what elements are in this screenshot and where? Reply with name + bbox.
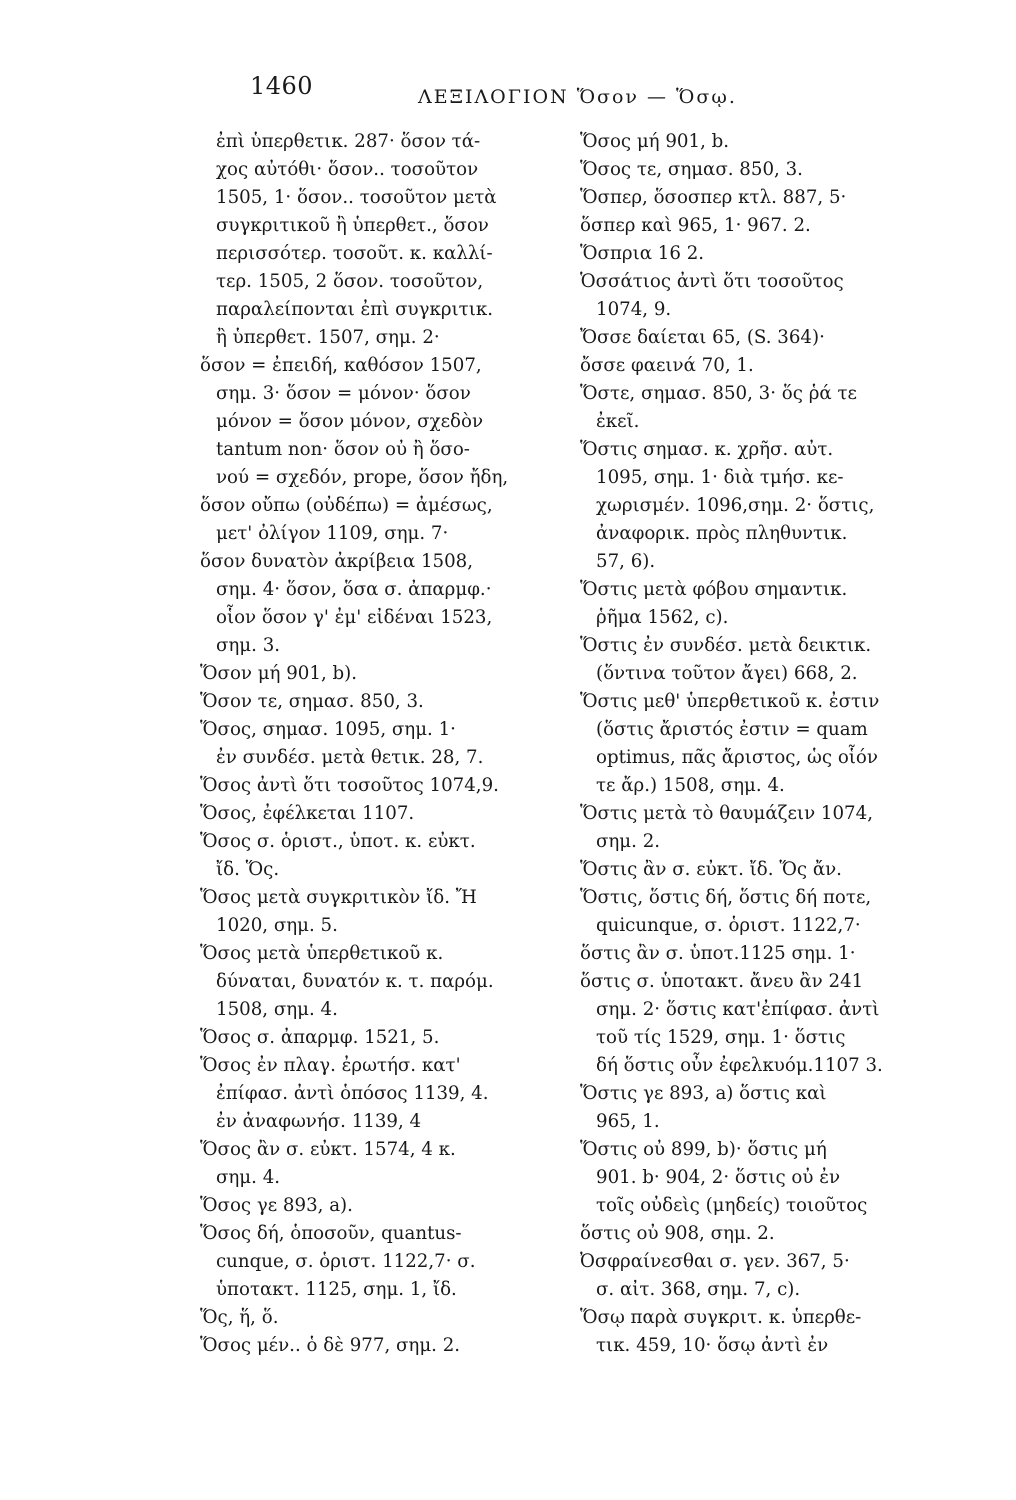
running-head: ΛΕΞΙΛΟΓΙΟΝ Ὅσον — Ὅσῳ. [418, 86, 737, 108]
entry-line: optimus, πᾶς ἄριστος, ὡς οἷόν [596, 747, 878, 768]
entry-line: χος αὐτόθι· ὅσον.. τοσοῦτον [216, 159, 479, 180]
entry-line: παραλείπονται ἐπὶ συγκριτικ. [216, 299, 494, 320]
entry-line: δή ὅστις οὖν ἐφελκυόμ.1107 3. [596, 1055, 883, 1076]
entry-line: Ὅσον μή 901, b). [200, 663, 358, 684]
entry-line: μετ' ὀλίγον 1109, σημ. 7· [216, 523, 449, 544]
entry-line: ῥῆμα 1562, c). [596, 607, 729, 628]
entry-line: σημ. 4. [216, 1167, 281, 1188]
entry-line: σημ. 3. [216, 635, 281, 656]
entry-line: Ὅσος μετὰ συγκριτικὸν ἴδ. Ἤ [200, 887, 477, 908]
entry-line: Ὅστις ἐν συνδέσ. μετὰ δεικτικ. [580, 635, 872, 656]
entry-line: 57, 6). [596, 551, 656, 572]
entry-line: τοῦ τίς 1529, σημ. 1· ὅστις [596, 1027, 846, 1048]
entry-line: ἐκεῖ. [596, 411, 640, 432]
entry-line: ὅστις σ. ὑποτακτ. ἄνευ ἂν 241 [580, 971, 864, 992]
entry-line: 1508, σημ. 4. [216, 999, 338, 1020]
entry-line: 965, 1. [596, 1111, 660, 1132]
entry-line: tantum non· ὅσον οὐ ἢ ὅσο- [216, 439, 470, 460]
entry-line: Ὅσος ἐν πλαγ. ἐρωτήσ. κατ' [200, 1055, 461, 1076]
entry-line: τικ. 459, 10· ὅσῳ ἀντὶ ἐν [596, 1335, 829, 1356]
entry-line: δύναται, δυνατόν κ. τ. παρόμ. [216, 971, 494, 992]
entry-line: Ὅστις ἂν σ. εὐκτ. ἴδ. Ὅς ἄν. [580, 859, 842, 880]
entry-line: Ὅσος μετὰ ὑπερθετικοῦ κ. [200, 943, 444, 964]
entry-line: Ὀσφραίνεσθαι σ. γεν. 367, 5· [580, 1251, 850, 1272]
entry-line: Ὅσος, ἐφέλκεται 1107. [200, 803, 415, 824]
entry-line: συγκριτικοῦ ἢ ὑπερθετ., ὅσον [216, 215, 489, 236]
entry-line: 1505, 1· ὅσον.. τοσοῦτον μετὰ [216, 187, 497, 208]
entry-line: Ὅσῳ παρὰ συγκριτ. κ. ὑπερθε- [580, 1307, 862, 1328]
entry-line: Ὄσσε δαίεται 65, (S. 364)· [580, 327, 825, 348]
entry-line: Ὅστις οὐ 899, b)· ὅστις μή [580, 1139, 827, 1160]
entry-line: οἷον ὅσον γ' ἐμ' εἰδέναι 1523, [216, 607, 493, 628]
entry-line: 1074, 9. [596, 299, 672, 320]
entry-line: χωρισμέν. 1096,σημ. 2· ὅστις, [596, 495, 875, 516]
entry-line: σ. αἰτ. 368, σημ. 7, c). [596, 1279, 801, 1300]
entry-line: ὅσον = ἐπειδή, καθόσον 1507, [200, 355, 482, 376]
left-column [200, 128, 570, 1360]
entry-line: σημ. 3· ὅσον = μόνον· ὅσον [216, 383, 471, 404]
entry-line: ἀναφορικ. πρὸς πληθυντικ. [596, 523, 848, 544]
entry-line: μόνον = ὅσον μόνον, σχεδὸν [216, 411, 483, 432]
entry-line: ἐν ἀναφωνήσ. 1139, 4 [216, 1111, 422, 1132]
entry-line: 901. b· 904, 2· ὅστις οὐ ἐν [596, 1167, 841, 1188]
entry-line: νού = σχεδόν, prope, ὅσον ἤδη, [216, 467, 509, 488]
entry-line: Ὅστις μεθ' ὑπερθετικοῦ κ. ἐστιν [580, 691, 880, 712]
entry-line: Ὅσος σ. ἀπαρμφ. 1521, 5. [200, 1027, 440, 1048]
entry-line: cunque, σ. ὁριστ. 1122,7· σ. [216, 1251, 476, 1272]
entry-line: Ὅστις μετὰ τὸ θαυμάζειν 1074, [580, 803, 873, 824]
entry-line: Ὅσον τε, σημασ. 850, 3. [200, 691, 424, 712]
entry-line: Ὅσος τε, σημασ. 850, 3. [580, 159, 803, 180]
entry-line: Ὅσος μέν.. ὁ δὲ 977, σημ. 2. [200, 1335, 461, 1356]
entry-line: quicunque, σ. ὁριστ. 1122,7· [596, 915, 861, 936]
entry-line: 1020, σημ. 5. [216, 915, 338, 936]
entry-line: Ὅς, ἥ, ὅ. [200, 1307, 279, 1328]
entry-line: Ὅσος σ. ὁριστ., ὑποτ. κ. εὐκτ. [200, 831, 476, 852]
entry-line: ὅσον δυνατὸν ἀκρίβεια 1508, [200, 551, 474, 572]
entry-line: Ὅσπρια 16 2. [580, 243, 705, 264]
entry-line: Ὅστις γε 893, a) ὅστις καὶ [580, 1083, 827, 1104]
entry-line: Ὅστις σημασ. κ. χρῆσ. αὐτ. [580, 439, 834, 460]
entry-line: Ὅσος, σημασ. 1095, σημ. 1· [200, 719, 456, 740]
entry-line: σημ. 2. [596, 831, 661, 852]
right-column [580, 128, 910, 1360]
entry-line: ἴδ. Ὅς. [216, 859, 280, 880]
entry-line: Ὅσος δή, ὁποσοῦν, quantus- [200, 1223, 462, 1244]
entry-line: ἐπίφασ. ἀντὶ ὁπόσος 1139, 4. [216, 1083, 489, 1104]
entry-line: ὅσπερ καὶ 965, 1· 967. 2. [580, 215, 811, 236]
entry-line: (ὅστις ἄριστός ἐστιν = quam [596, 719, 868, 740]
page-number: 1460 [250, 72, 314, 100]
entry-line: Ὅσπερ, ὅσοσπερ κτλ. 887, 5· [580, 187, 847, 208]
entry-line: 1095, σημ. 1· διὰ τμήσ. κε- [596, 467, 844, 488]
entry-line: ἢ ὑπερθετ. 1507, σημ. 2· [216, 327, 440, 348]
entry-line: ὅστις οὐ 908, σημ. 2. [580, 1223, 775, 1244]
entry-line: τε ἄρ.) 1508, σημ. 4. [596, 775, 785, 796]
entry-line: Ὅσος ἂν σ. εὐκτ. 1574, 4 κ. [200, 1139, 456, 1160]
entry-line: τοῖς οὐδεὶς (μηδείς) τοιοῦτος [596, 1195, 868, 1216]
entry-line: Ὁσσάτιος ἀντὶ ὅτι τοσοῦτος [580, 271, 844, 292]
entry-line: Ὅσος μή 901, b. [580, 131, 730, 152]
entry-line: σημ. 4· ὅσον, ὅσα σ. ἀπαρμφ.· [216, 579, 492, 600]
entry-line: Ὅσος γε 893, a). [200, 1195, 353, 1216]
entry-line: ὅσον οὔπω (οὐδέπω) = ἀμέσως, [200, 495, 493, 516]
entry-line: ἐν συνδέσ. μετὰ θετικ. 28, 7. [216, 747, 484, 768]
entry-line: τερ. 1505, 2 ὅσον. τοσοῦτον, [216, 271, 484, 292]
entry-line: (ὅντινα τοῦτον ἄγει) 668, 2. [596, 663, 858, 684]
entry-line: Ὅστις μετὰ φόβου σημαντικ. [580, 579, 848, 600]
entry-line: ὄσσε φαεινά 70, 1. [580, 355, 754, 376]
entry-line: ὅστις ἂν σ. ὑποτ.1125 σημ. 1· [580, 943, 856, 964]
entry-line: περισσότερ. τοσοῦτ. κ. καλλί- [216, 243, 493, 264]
entry-line: ὑποτακτ. 1125, σημ. 1, ἴδ. [216, 1279, 457, 1300]
entry-line: Ὅστις, ὅστις δή, ὅστις δή ποτε, [580, 887, 872, 908]
entry-line: σημ. 2· ὅστις κατ'ἐπίφασ. ἀντὶ [596, 999, 880, 1020]
entry-line: Ὅστε, σημασ. 850, 3· ὅς ῥά τε [580, 383, 857, 404]
entry-line: ἐπὶ ὑπερθετικ. 287· ὅσον τά- [216, 131, 481, 152]
entry-line: Ὅσος ἀντὶ ὅτι τοσοῦτος 1074,9. [200, 775, 499, 796]
